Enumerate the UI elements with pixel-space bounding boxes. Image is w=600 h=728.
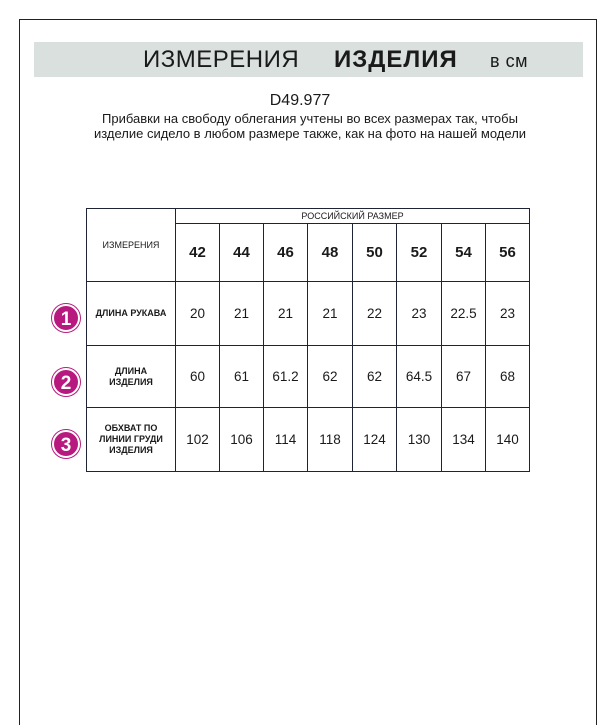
unit-label: в см [490, 51, 528, 71]
value-cell: 68 [486, 346, 530, 408]
size-header: 56 [486, 224, 530, 282]
value-cell: 134 [442, 408, 486, 472]
size-header: 44 [220, 224, 264, 282]
value-cell: 62 [308, 346, 353, 408]
size-header: 52 [397, 224, 442, 282]
value-cell: 67 [442, 346, 486, 408]
value-cell: 140 [486, 408, 530, 472]
measurements-header: ИЗМЕРЕНИЯ [87, 209, 176, 282]
value-cell: 21 [220, 282, 264, 346]
value-cell: 61 [220, 346, 264, 408]
row-label-sleeve-length: ДЛИНА РУКАВА [87, 282, 176, 346]
value-cell: 61.2 [264, 346, 308, 408]
row-number-badge-1: 1 [52, 304, 80, 332]
value-cell: 130 [397, 408, 442, 472]
title-measurements: ИЗМЕРЕНИЯ [143, 46, 300, 73]
row-number-badge-2: 2 [52, 368, 80, 396]
size-header: 42 [176, 224, 220, 282]
size-header: 50 [353, 224, 397, 282]
value-cell: 20 [176, 282, 220, 346]
value-cell: 124 [353, 408, 397, 472]
value-cell: 22.5 [442, 282, 486, 346]
value-cell: 60 [176, 346, 220, 408]
title-product: ИЗДЕЛИЯ [334, 46, 458, 73]
table-row [87, 282, 530, 346]
value-cell: 106 [220, 408, 264, 472]
product-code: D49.977 [269, 92, 331, 109]
value-cell: 64.5 [397, 346, 442, 408]
value-cell: 102 [176, 408, 220, 472]
size-header: 48 [308, 224, 353, 282]
size-caption: РОССИЙСКИЙ РАЗМЕР [176, 209, 530, 224]
value-cell: 118 [308, 408, 353, 472]
size-table [86, 208, 530, 472]
value-cell: 62 [353, 346, 397, 408]
row-label-garment-length: ДЛИНА ИЗДЕЛИЯ [87, 346, 176, 408]
table-row [87, 408, 530, 472]
value-cell: 23 [397, 282, 442, 346]
value-cell: 21 [264, 282, 308, 346]
size-header: 46 [264, 224, 308, 282]
table-row [87, 346, 530, 408]
value-cell: 21 [308, 282, 353, 346]
row-label-chest-circumference: ОБХВАТ ПО ЛИНИИ ГРУДИ ИЗДЕЛИЯ [87, 408, 176, 472]
fit-note: Прибавки на свободу облегания учтены во всех размерах так, чтобы изделие сидело в любом размере также, как на фото на нашей модели [93, 111, 527, 141]
value-cell: 23 [486, 282, 530, 346]
value-cell: 114 [264, 408, 308, 472]
value-cell: 22 [353, 282, 397, 346]
row-number-badge-3: 3 [52, 430, 80, 458]
size-header: 54 [442, 224, 486, 282]
